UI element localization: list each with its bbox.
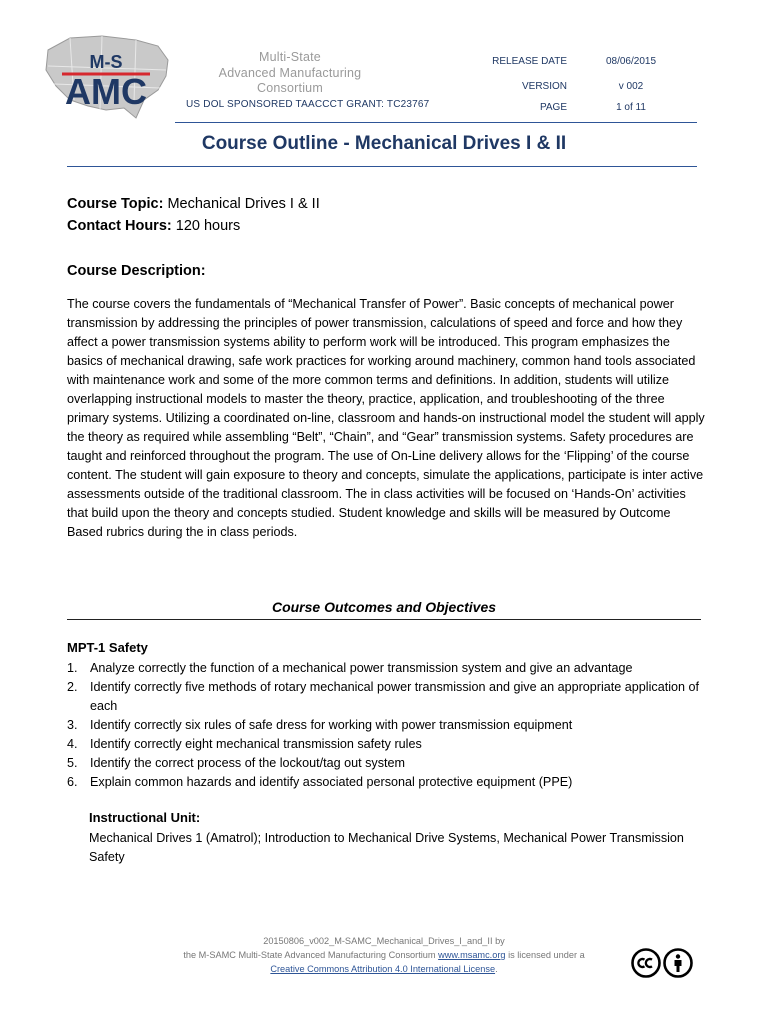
footer-line3-post: . (495, 964, 498, 974)
version-value: v 002 (618, 81, 644, 92)
attribution-icon (665, 950, 692, 977)
objective-text: Identify the correct process of the lockout/tag out system (90, 756, 405, 770)
section-title-mpt1: MPT-1 Safety (67, 640, 148, 655)
msamc-link[interactable]: www.msamc.org (438, 950, 506, 960)
objective-number: 6. (67, 775, 78, 789)
contact-hours-value: 120 hours (175, 218, 241, 234)
header-divider (175, 122, 697, 123)
page-value: 1 of 11 (616, 102, 646, 113)
org-name-line2: Advanced Manufacturing (218, 66, 362, 80)
cc-icon (633, 950, 660, 977)
course-topic-label: Course Topic: (67, 196, 164, 212)
course-topic-row (67, 196, 320, 212)
objective-number: 2. (67, 680, 78, 694)
objective-text: Analyze correctly the function of a mechanical power transmission system and give an advantage (90, 661, 633, 675)
footer-line2-pre: the M-SAMC Multi-State Advanced Manufacturing Consortium (183, 950, 439, 960)
objective-number: 3. (67, 718, 78, 732)
document-title: Course Outline - Mechanical Drives I & II (201, 133, 567, 154)
org-name-line3: Consortium (257, 81, 323, 95)
course-topic-value: Mechanical Drives I & II (167, 196, 320, 212)
instructional-unit-text: Mechanical Drives 1 (Amatrol); Introduction to Mechanical Drive Systems, Mechanical Power Transmission Safety (89, 831, 684, 864)
release-date-value: 08/06/2015 (605, 56, 657, 67)
footer-line2 (120, 950, 648, 960)
org-name-line1: Multi-State (259, 50, 321, 64)
objective-item (67, 754, 707, 773)
objective-item (67, 735, 707, 754)
instructional-unit-heading: Instructional Unit: (89, 810, 201, 825)
cc-by-badge (630, 947, 694, 979)
objective-item (67, 659, 707, 678)
objective-item (67, 716, 707, 735)
objective-item (67, 678, 707, 716)
grant-text: US DOL SPONSORED TAACCCT GRANT: TC23767 (186, 99, 430, 110)
logo-text-amc: AMC (65, 71, 147, 112)
objective-text: Identify correctly eight mechanical transmission safety rules (90, 737, 422, 751)
course-description-text: The course covers the fundamentals of “Mechanical Transfer of Power”. Basic concepts of mechanical power transmission by addressing the principles of power transmission, calculations of speed and force and how they affect a power transmission systems ability to perform work will be introduced. This program emphasizes the basics of mechanical drawing, safe work practices for working around machinery, common hand tools associated with maintenance work and some of the more common terms and definitions. In addition, students will utilize overlapping instructional models to master the theory, practice, application, and troubleshooting of the three primary systems. Utilizing a coordinated on-line, classroom and hands-on instructional model the student will apply the theory as required while assembling “Belt”, “Chain”, and “Gear” transmission systems. Safety procedures are taught and reinforced throughout the program. The use of On-Line delivery allows for the ‘Flipping’ of the course content. The student will gain exposure to theory and concepts, simulate the applications, participate is inter active assessments outside of the traditional classroom. The in class activities will be focused on ‘Hands-On’ activities that build upon the theory and concepts studied. Student knowledge and skills will be measured by Outcome Based rubrics during the in class periods. (67, 297, 705, 539)
footer-line3 (120, 964, 648, 974)
version-label: VERSION (521, 81, 567, 92)
contact-hours-row (67, 218, 240, 234)
page-label: PAGE (539, 102, 567, 113)
footer-line2-post: is licensed under a (505, 950, 585, 960)
logo-text-ms: M-S (89, 52, 123, 72)
outcomes-divider (67, 619, 701, 620)
objective-number: 1. (67, 661, 78, 675)
msamc-logo (40, 30, 172, 126)
outcomes-heading: Course Outcomes and Objectives (271, 599, 497, 615)
objectives-list (67, 659, 707, 792)
title-divider (67, 166, 697, 167)
objective-text: Explain common hazards and identify associated personal protective equipment (PPE) (90, 775, 573, 789)
objective-number: 4. (67, 737, 78, 751)
course-description-heading: Course Description: (67, 263, 206, 279)
cc-license-link[interactable]: Creative Commons Attribution 4.0 International License (270, 964, 496, 974)
objective-text: Identify correctly five methods of rotary mechanical power transmission and give an appropriate application of each (90, 680, 700, 713)
objective-text: Identify correctly six rules of safe dress for working with power transmission equipment (90, 718, 573, 732)
objective-item (67, 773, 707, 792)
contact-hours-label: Contact Hours: (67, 218, 172, 234)
objective-number: 5. (67, 756, 78, 770)
release-date-label: RELEASE DATE (492, 56, 567, 67)
footer-line1: 20150806_v002_M-SAMC_Mechanical_Drives_I_and_II by (263, 936, 505, 946)
